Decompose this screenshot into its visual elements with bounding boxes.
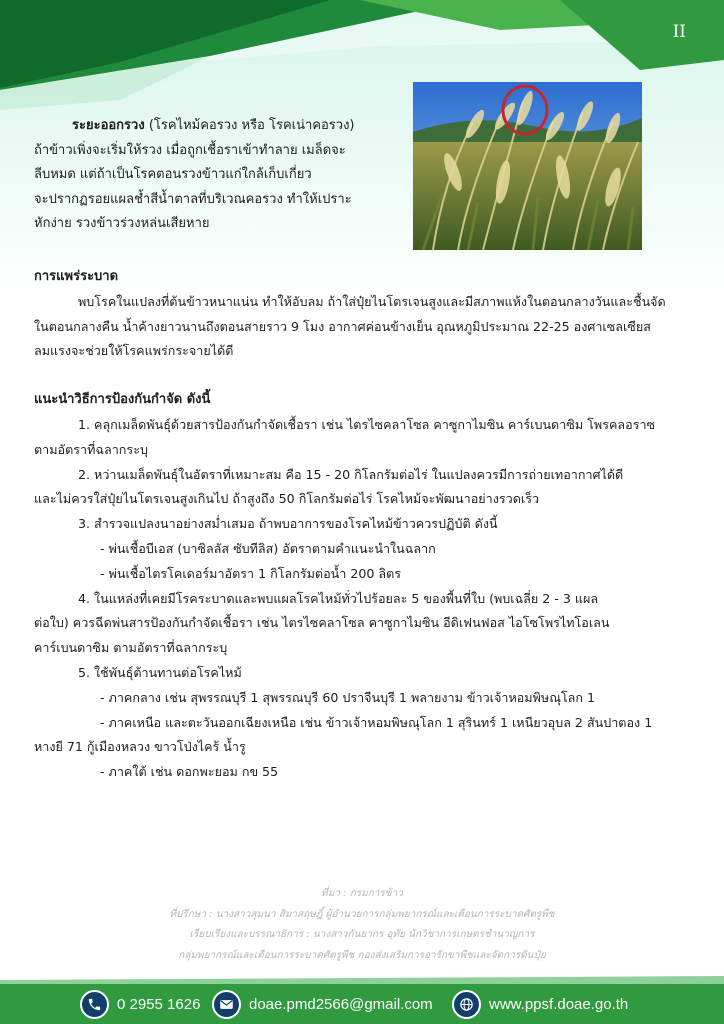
phone-icon	[80, 990, 109, 1019]
intro-paragraph	[34, 114, 394, 237]
globe-icon	[452, 990, 481, 1019]
control-line: 2. หว่านเมล็ดพันธุ์ในอัตราที่เหมาะสม คือ 15 - 20 กิโลกรัมต่อไร่ ในแปลงควรมีการถ่ายเทอากาศได้ดี	[78, 466, 624, 482]
intro-line: ถ้าข้าวเพิ่งจะเริ่มให้รวง เมื่อถูกเชื้อราเข้าทำลาย เมล็ดจะ	[34, 142, 346, 158]
footer-bar	[0, 984, 724, 1024]
control-line: ตามอัตราที่ฉลากระบุ	[34, 441, 148, 457]
control-list	[34, 413, 692, 785]
intro-line: จะปรากฏรอยแผลช้ำสีน้ำตาลที่บริเวณคอรวง ทำให้เปราะ	[34, 191, 352, 207]
main-content	[34, 265, 692, 785]
spread-line: ลมแรงจะช่วยให้โรคแพร่กระจายได้ดี	[34, 343, 234, 359]
intro-title-line	[34, 114, 394, 139]
control-line: คาร์เบนดาซิม ตามอัตราที่ฉลากระบุ	[34, 640, 228, 656]
control-line: 3. สำรวจแปลงนาอย่างสม่ำเสมอ ถ้าพบอาการของโรคไหม้ข้าวควรปฏิบัติ ดังนี้	[78, 516, 498, 532]
credit-editor: เรียบเรียงและบรรณาธิการ : นางสาวกันยากร อุทัย นักวิชาการเกษตรชำนาญการ	[189, 929, 535, 940]
intro-title: ระยะออกรวง	[72, 118, 145, 133]
credits	[0, 884, 724, 966]
control-line: - ภาคใต้ เช่น ดอกพะยอม กข 55	[100, 764, 279, 780]
spread-heading: การแพร่ระบาด	[34, 269, 119, 284]
control-line: - พ่นเชื้อบีเอส (บาซิลลัส ซับทีลิส) อัตราตามคำแนะนำในฉลาก	[100, 540, 436, 556]
credit-advisor: ที่ปรึกษา : นางสาวสุมนา สิมาสฤษฎิ์ ผู้อำนวยการกลุ่มพยากรณ์และเตือนการระบาดศัตรูพืช	[169, 908, 555, 920]
control-line: 4. ในแหล่งที่เคยมีโรคระบาดและพบแผลโรคไหม้ทั่วไปร้อยละ 5 ของพื้นที่ใบ (พบเฉลี่ย 2 - 3 แผล	[78, 590, 599, 606]
control-line: ต่อใบ) ควรฉีดพ่นสารป้องกันกำจัดเชื้อรา เช่น ไตรไซคลาโซล คาซูกาไมซิน อีดิเฟนฟอส ไอโซโพรไทโอเลน	[34, 615, 610, 631]
control-line: และไม่ควรใส่ปุ๋ยไนโตรเจนสูงเกินไป ถ้าสูงถึง 50 กิโลกรัมต่อไร่ โรคไหม้จะพัฒนาอย่างรวดเร็ว	[34, 491, 540, 507]
control-line: - ภาคเหนือ และตะวันออกเฉียงเหนือ เช่น ข้าวเจ้าหอมพิษณุโลก 1 สุรินทร์ 1 เหนียวอุบล 2 สันปาตอง 1	[100, 714, 653, 730]
email-address: doae.pmd2566@gmail.com	[249, 995, 433, 1013]
spread-line: ในตอนกลางคืน น้ำค้างยาวนานถึงตอนสายราว 9 โมง อากาศค่อนข้างเย็น อุณหภูมิประมาณ 22-25 องศาเซลเซียส	[34, 318, 651, 334]
control-line: 1. คลุกเมล็ดพันธุ์ด้วยสารป้องกันกำจัดเชื้อรา เช่น ไตรไซคลาโซล คาซูกาไมซิน คาร์เบนดาซิม โพรคลอราซ	[78, 416, 656, 432]
phone-number: 0 2955 1626	[117, 995, 201, 1013]
intro-title-suffix: (โรคไหม้คอรวง หรือ โรคเน่าคอรวง)	[144, 118, 355, 133]
footer-website[interactable]	[452, 990, 628, 1018]
intro-line: หักง่าย รวงข้าวร่วงหล่นเสียหาย	[34, 216, 210, 231]
credit-organization: กลุ่มพยากรณ์และเตือนการระบาดศัตรูพืช กองส่งเสริมการอารักขาพืชและจัดการดินปุ๋ย	[178, 949, 546, 961]
footer-email[interactable]	[212, 990, 433, 1018]
credit-source: ที่มา : กรมการข้าว	[321, 888, 403, 899]
control-line: - ภาคกลาง เช่น สุพรรณบุรี 1 สุพรรณบุรี 60 ปราจีนบุรี 1 พลายงาม ข้าวเจ้าหอมพิษณุโลก 1	[100, 689, 596, 705]
email-icon	[212, 990, 241, 1019]
footer-phone[interactable]	[80, 990, 200, 1018]
control-line: - พ่นเชื้อไตรโคเดอร์มาอัตรา 1 กิโลกรัมต่อน้ำ 200 ลิตร	[100, 565, 402, 581]
website-url: www.ppsf.doae.go.th	[489, 995, 629, 1013]
spread-line: พบโรคในแปลงที่ต้นข้าวหนาแน่น ทำให้อับลม ถ้าใส่ปุ๋ยไนโตรเจนสูงและมีสภาพแห้งในตอนกลางวันและชื้นจัด	[78, 293, 666, 309]
control-heading: แนะนำวิธีการป้องกันกำจัด ดังนี้	[34, 392, 211, 408]
control-line: 5. ใช้พันธุ์ต้านทานต่อโรคไหม้	[78, 664, 242, 680]
page-number: II	[672, 22, 686, 42]
rice-blast-photo	[413, 82, 642, 250]
intro-line: ลีบหมด แต่ถ้าเป็นโรคตอนรวงข้าวแก่ใกล้เก็บเกี่ยว	[34, 167, 312, 182]
control-line: หางยี 71 กู้เมืองหลวง ขาวโป่งไคร้ น้ำรู	[34, 739, 246, 755]
